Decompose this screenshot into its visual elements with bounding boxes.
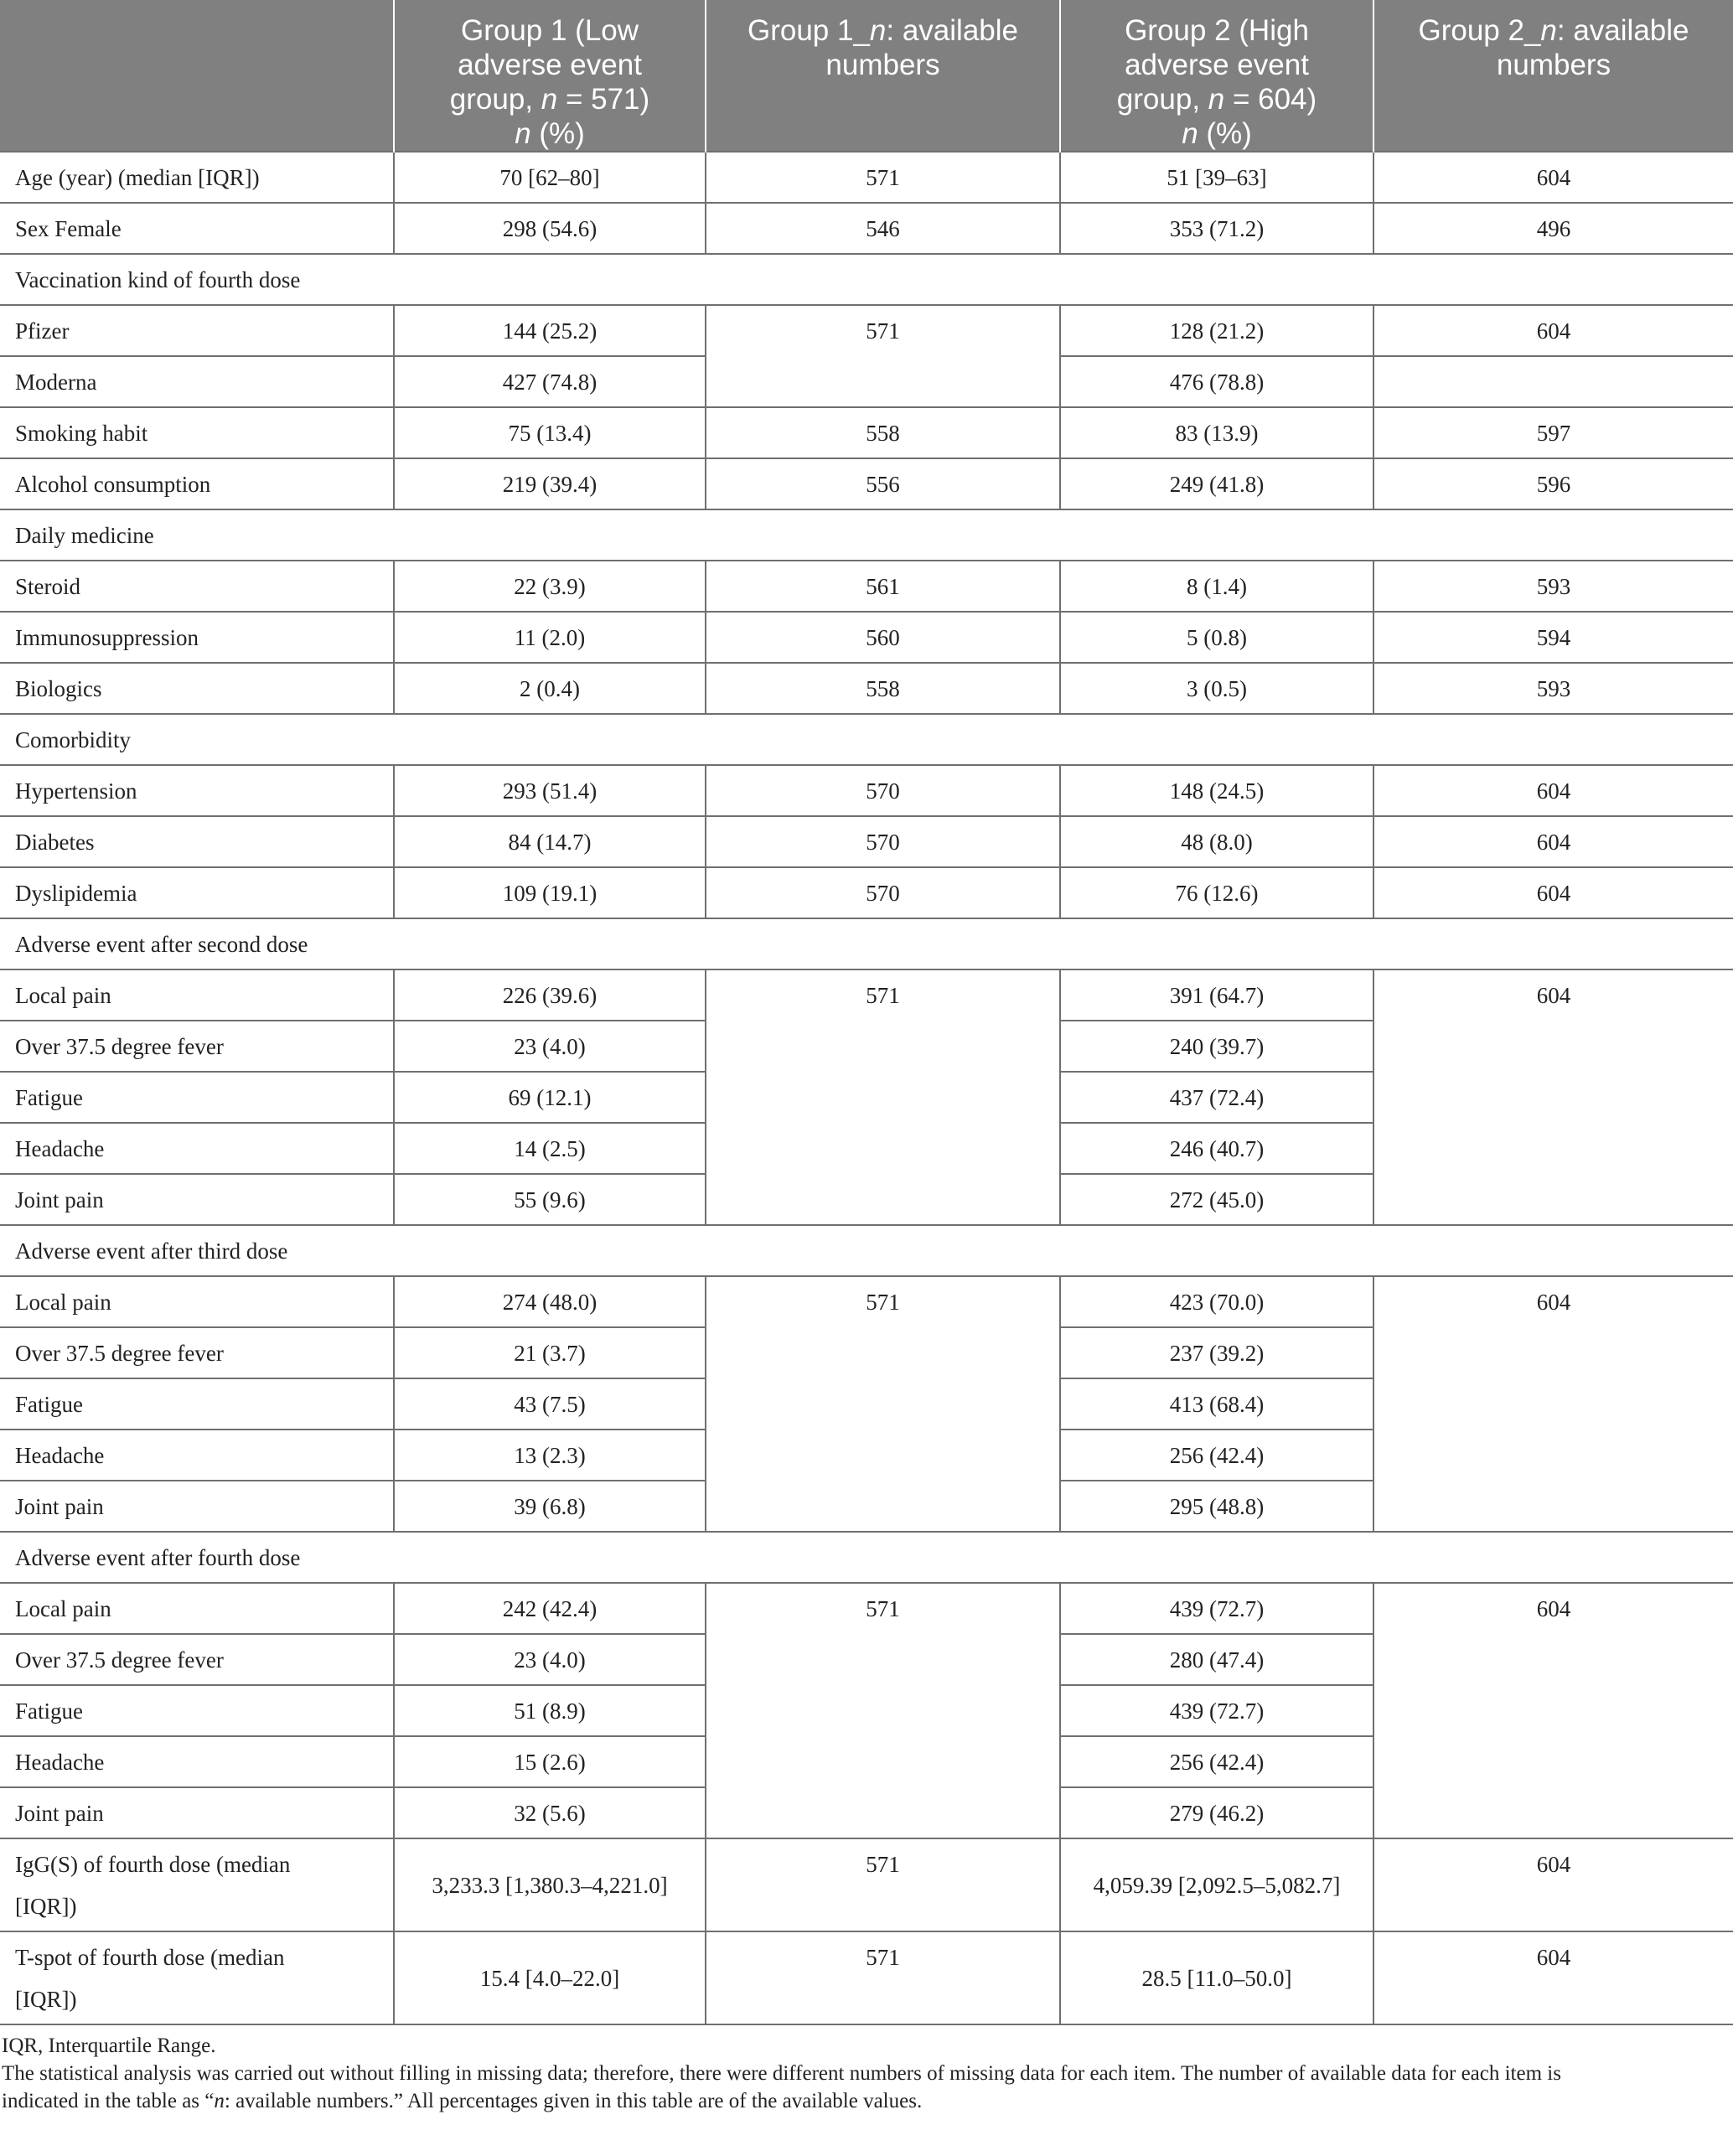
header-group2-n: Group 2_n: available numbers: [1373, 0, 1733, 152]
row-label: Moderna: [0, 356, 394, 407]
row-label: Diabetes: [0, 816, 394, 867]
section-heading: Comorbidity: [0, 714, 1733, 765]
group1-value: 84 (14.7): [394, 816, 706, 867]
group2-value: 148 (24.5): [1060, 765, 1373, 816]
row-label: Headache: [0, 1123, 394, 1174]
row-label: Local pain: [0, 1583, 394, 1634]
group1-value: 15.4 [4.0–22.0]: [394, 1931, 706, 2024]
header-group1-n: Group 1_n: available numbers: [706, 0, 1060, 152]
row-steroid: [0, 561, 1733, 612]
group1-value: 11 (2.0): [394, 612, 706, 663]
group2-available-n: 593: [1373, 663, 1733, 714]
group1-value: 274 (48.0): [394, 1276, 706, 1327]
group2-value: 476 (78.8): [1060, 356, 1373, 407]
footnote-abbreviation: IQR, Interquartile Range.: [2, 2034, 216, 2057]
group2-value: 437 (72.4): [1060, 1072, 1373, 1123]
group2-value: 237 (39.2): [1060, 1327, 1373, 1378]
group1-value: 219 (39.4): [394, 458, 706, 509]
group1-value: 15 (2.6): [394, 1736, 706, 1787]
row-biologics: [0, 663, 1733, 714]
group1-available-n: 571: [706, 152, 1060, 203]
row-dyslipidemia: [0, 867, 1733, 918]
group2-value: 8 (1.4): [1060, 561, 1373, 612]
row-label: Sex Female: [0, 203, 394, 254]
row-label: Hypertension: [0, 765, 394, 816]
header-group1-line4: (%): [530, 117, 585, 150]
group1-value: 3,233.3 [1,380.3–4,221.0]: [394, 1838, 706, 1931]
footnote-line1: The statistical analysis was carried out without filling in missing data; therefore, there were different numbers of missing data for each item. The number of available data for each item is: [2, 2062, 1561, 2085]
row-label: Local pain: [0, 1276, 394, 1327]
section-ae-second-dose: [0, 918, 1733, 969]
group2-available-n: 596: [1373, 458, 1733, 509]
row-igg: [0, 1838, 1733, 1931]
group2-available-n: 604: [1373, 152, 1733, 203]
header-group1-line1: Group 1 (Low: [460, 14, 639, 47]
group2-value: 256 (42.4): [1060, 1430, 1373, 1481]
header-row: [0, 0, 1733, 152]
row-label: Pfizer: [0, 305, 394, 356]
group2-available-n: 597: [1373, 407, 1733, 458]
section-heading: Adverse event after fourth dose: [0, 1532, 1733, 1583]
group2-value: 295 (48.8): [1060, 1481, 1373, 1532]
group1-available-n: 561: [706, 561, 1060, 612]
group2-value: 3 (0.5): [1060, 663, 1373, 714]
group2-value: 439 (72.7): [1060, 1685, 1373, 1736]
group2-available-n-empty: [1373, 356, 1733, 407]
group1-available-n: 571: [706, 1276, 1060, 1532]
group1-value: 75 (13.4): [394, 407, 706, 458]
row-age: [0, 152, 1733, 203]
row-label: Fatigue: [0, 1072, 394, 1123]
group2-value: 272 (45.0): [1060, 1174, 1373, 1225]
group2-value: 280 (47.4): [1060, 1634, 1373, 1685]
row-smoking: [0, 407, 1733, 458]
row-immunosuppression: [0, 612, 1733, 663]
group1-value: 55 (9.6): [394, 1174, 706, 1225]
ae-fourth-dose-row: [0, 1583, 1733, 1634]
group1-value: 22 (3.9): [394, 561, 706, 612]
group2-available-n: 604: [1373, 765, 1733, 816]
group1-available-n: 570: [706, 867, 1060, 918]
group1-available-n: 556: [706, 458, 1060, 509]
group1-value: 144 (25.2): [394, 305, 706, 356]
header-group1-n-italic: n: [541, 83, 558, 116]
group2-value: 423 (70.0): [1060, 1276, 1373, 1327]
group2-value: 28.5 [11.0–50.0]: [1060, 1931, 1373, 2024]
table-footnotes: [0, 2025, 1733, 2115]
group2-value: 51 [39–63]: [1060, 152, 1373, 203]
group2-value: 391 (64.7): [1060, 969, 1373, 1021]
row-pfizer: [0, 305, 1733, 356]
group1-value: 14 (2.5): [394, 1123, 706, 1174]
group1-available-n: 570: [706, 816, 1060, 867]
row-label-line2: [IQR]): [15, 1894, 77, 1919]
group1-value: 70 [62–80]: [394, 152, 706, 203]
group2-value: 353 (71.2): [1060, 203, 1373, 254]
header-group1-line3b: = 571): [557, 83, 650, 116]
row-label: Smoking habit: [0, 407, 394, 458]
group1-value: 427 (74.8): [394, 356, 706, 407]
row-label: Local pain: [0, 969, 394, 1021]
group1-value: 23 (4.0): [394, 1634, 706, 1685]
row-label: Over 37.5 degree fever: [0, 1634, 394, 1685]
footnote-line2-n: n: [214, 2090, 225, 2112]
row-label: Over 37.5 degree fever: [0, 1021, 394, 1072]
ae-second-dose-row: [0, 969, 1733, 1021]
group1-available-n: 571: [706, 305, 1060, 407]
group1-value: 226 (39.6): [394, 969, 706, 1021]
group1-value: 109 (19.1): [394, 867, 706, 918]
group1-value: 298 (54.6): [394, 203, 706, 254]
group2-value: 4,059.39 [2,092.5–5,082.7]: [1060, 1838, 1373, 1931]
header-group1-line3a: group,: [449, 83, 541, 116]
group2-value: 48 (8.0): [1060, 816, 1373, 867]
group2-value: 249 (41.8): [1060, 458, 1373, 509]
group1-value: 293 (51.4): [394, 765, 706, 816]
group2-available-n: 593: [1373, 561, 1733, 612]
footnote-line2-post: : available numbers.” All percentages given in this table are of the available values.: [224, 2090, 923, 2112]
row-hypertension: [0, 765, 1733, 816]
group1-value: 21 (3.7): [394, 1327, 706, 1378]
group2-value: 76 (12.6): [1060, 867, 1373, 918]
row-label: Joint pain: [0, 1174, 394, 1225]
group1-available-n: 571: [706, 969, 1060, 1225]
row-label: [0, 1838, 394, 1931]
group2-available-n: 604: [1373, 305, 1733, 356]
row-label: Age (year) (median [IQR]): [0, 152, 394, 203]
row-label-line1: T-spot of fourth dose (median: [15, 1945, 285, 1970]
row-label: Fatigue: [0, 1685, 394, 1736]
header-group1-n2-italic: n: [515, 117, 531, 150]
row-label: Biologics: [0, 663, 394, 714]
row-label: Over 37.5 degree fever: [0, 1327, 394, 1378]
group2-value: 128 (21.2): [1060, 305, 1373, 356]
group2-available-n: 604: [1373, 816, 1733, 867]
group1-value: 51 (8.9): [394, 1685, 706, 1736]
section-daily-medicine: [0, 509, 1733, 561]
group2-available-n: 604: [1373, 1931, 1733, 2024]
header-group2: Group 2 (High adverse event group, n = 604) n (%): [1060, 0, 1373, 152]
group2-available-n: 604: [1373, 1583, 1733, 1838]
row-label: [0, 1931, 394, 2024]
group1-available-n: 560: [706, 612, 1060, 663]
group2-value: 83 (13.9): [1060, 407, 1373, 458]
section-heading: Vaccination kind of fourth dose: [0, 254, 1733, 305]
header-blank: [0, 0, 394, 152]
group2-value: 256 (42.4): [1060, 1736, 1373, 1787]
group2-value: 246 (40.7): [1060, 1123, 1373, 1174]
section-heading: Adverse event after second dose: [0, 918, 1733, 969]
row-label: Fatigue: [0, 1378, 394, 1430]
group1-available-n: 546: [706, 203, 1060, 254]
group2-available-n: 496: [1373, 203, 1733, 254]
footnote-missing-data: [2, 2060, 1733, 2115]
group2-value: 413 (68.4): [1060, 1378, 1373, 1430]
footnote-line2-pre: indicated in the table as “: [2, 2090, 215, 2112]
group1-value: 69 (12.1): [394, 1072, 706, 1123]
group2-value: 240 (39.7): [1060, 1021, 1373, 1072]
row-sex-female: [0, 203, 1733, 254]
group1-value: 32 (5.6): [394, 1787, 706, 1838]
ae-third-dose-row: [0, 1276, 1733, 1327]
row-label: Joint pain: [0, 1787, 394, 1838]
group2-available-n: 604: [1373, 1838, 1733, 1931]
section-heading: Daily medicine: [0, 509, 1733, 561]
group1-available-n: 571: [706, 1838, 1060, 1931]
row-alcohol: [0, 458, 1733, 509]
group2-available-n: 604: [1373, 867, 1733, 918]
row-label: Headache: [0, 1736, 394, 1787]
row-label: Joint pain: [0, 1481, 394, 1532]
section-ae-fourth-dose: [0, 1532, 1733, 1583]
row-label: Headache: [0, 1430, 394, 1481]
group2-value: 279 (46.2): [1060, 1787, 1373, 1838]
group2-value: 5 (0.8): [1060, 612, 1373, 663]
row-label: Steroid: [0, 561, 394, 612]
group1-value: 43 (7.5): [394, 1378, 706, 1430]
group1-available-n: 558: [706, 663, 1060, 714]
group2-available-n: 594: [1373, 612, 1733, 663]
group1-value: 242 (42.4): [394, 1583, 706, 1634]
group1-value: 39 (6.8): [394, 1481, 706, 1532]
group1-available-n: 570: [706, 765, 1060, 816]
row-label-line1: IgG(S) of fourth dose (median: [15, 1852, 291, 1877]
row-label: Dyslipidemia: [0, 867, 394, 918]
row-diabetes: [0, 816, 1733, 867]
group1-available-n: 571: [706, 1583, 1060, 1838]
row-tspot: [0, 1931, 1733, 2024]
header-group1: [394, 0, 706, 152]
row-label-line2: [IQR]): [15, 1987, 77, 2012]
group1-value: 13 (2.3): [394, 1430, 706, 1481]
group1-value: 23 (4.0): [394, 1021, 706, 1072]
group1-value: 2 (0.4): [394, 663, 706, 714]
group1-available-n: 571: [706, 1931, 1060, 2024]
section-heading: Adverse event after third dose: [0, 1225, 1733, 1276]
group2-available-n: 604: [1373, 1276, 1733, 1532]
group2-available-n: 604: [1373, 969, 1733, 1225]
section-comorbidity: [0, 714, 1733, 765]
section-vaccination-kind: [0, 254, 1733, 305]
row-label: Alcohol consumption: [0, 458, 394, 509]
row-label: Immunosuppression: [0, 612, 394, 663]
section-ae-third-dose: [0, 1225, 1733, 1276]
group1-available-n: 558: [706, 407, 1060, 458]
group2-value: 439 (72.7): [1060, 1583, 1373, 1634]
header-group1-line2: adverse event: [458, 49, 642, 81]
